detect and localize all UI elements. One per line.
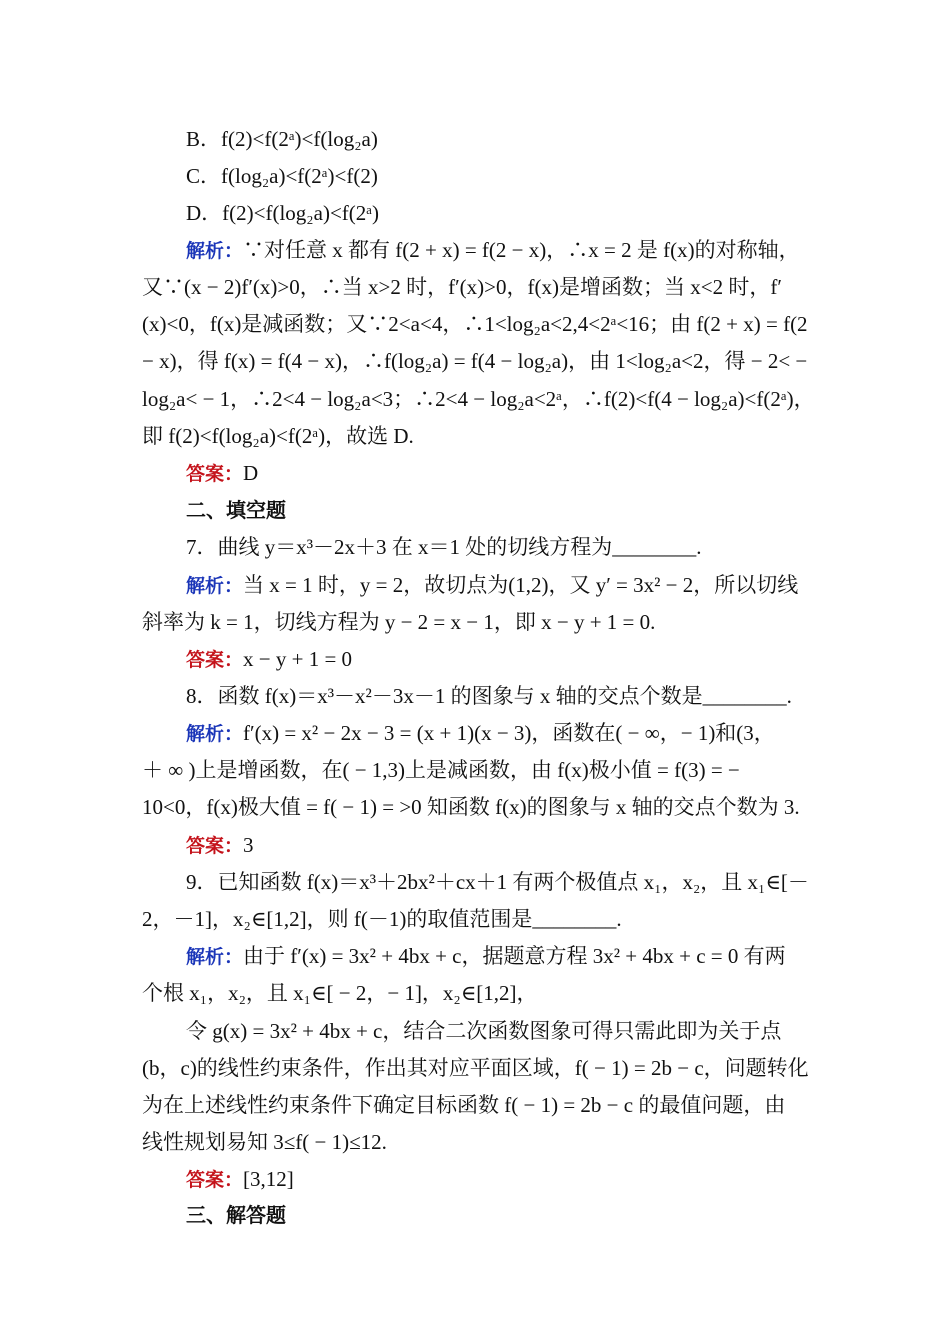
line-text: B．f(2)<f(2ᵃ)<f(log₂a) [186,127,378,151]
line-text: C．f(log₂a)<f(2ᵃ)<f(2) [186,164,378,188]
text-line [142,272,810,302]
line-text: 二、填空题 [186,498,286,522]
analysis-label: 解析： [186,575,244,597]
line-text: 又∵(x − 2)f′(x)>0，∴当 x>2 时，f′(x)>0，f(x)是增函数；当 x<2 时，f′ [142,275,782,299]
line-text: D [243,461,259,485]
line-text: ∵对任意 x 都有 f(2 + x) = f(2 − x)，∴x = 2 是 f(x)的对称轴， [243,238,800,262]
text-line [186,235,810,266]
line-text: 斜率为 k = 1，切线方程为 y − 2 = x − 1，即 x − y + 1 = 0. [142,610,656,634]
text-line [186,124,810,154]
line-text: (x)<0，f(x)是减函数；又∵2<a<4，∴1<log₂a<2,4<2ᵃ<16；由 f(2 + x) = f(2 [142,312,808,336]
analysis-label: 解析： [186,240,244,262]
text-line [142,1053,810,1083]
text-line [186,458,810,489]
text-line [186,681,810,711]
line-text: 9．已知函数 f(x)＝x³＋2bx²＋cx＋1 有两个极值点 x₁，x₂，且 x₁∈[－ [186,870,809,894]
text-line [186,941,810,972]
text-line [142,346,810,376]
text-line [142,421,810,451]
text-line [142,607,810,637]
line-text: 当 x = 1 时，y = 2，故切点为(1,2)，又 y′ = 3x² − 2，所以切线 [243,573,799,597]
text-line [186,1164,810,1195]
text-line [186,644,810,675]
text-line [142,755,810,785]
text-line [186,198,810,228]
text-line [186,718,810,749]
line-text: 7．曲线 y＝x³－2x＋3 在 x＝1 处的切线方程为________. [186,535,702,559]
line-text: 由于 f′(x) = 3x² + 4bx + c，据题意方程 3x² + 4bx + c = 0 有两 [243,944,786,968]
line-text: log₂a< − 1，∴2<4 − log₂a<3；∴2<4 − log₂a<2ᵃ，∴f(2)<f(4 − log₂a)<f(2ᵃ)， [142,387,815,411]
section-heading [186,1200,810,1230]
line-text: 令 g(x) = 3x² + 4bx + c，结合二次函数图象可得只需此即为关于点 [186,1019,782,1043]
text-line [142,792,810,822]
line-text: 10<0，f(x)极大值 = f( − 1) = >0 知函数 f(x)的图象与 x 轴的交点个数为 3. [142,795,800,819]
answer-label: 答案： [186,835,244,857]
analysis-label: 解析： [186,946,244,968]
text-line [186,161,810,191]
line-text: [3,12] [243,1167,294,1191]
analysis-label: 解析： [186,723,244,745]
text-line [186,867,810,897]
line-text: f′(x) = x² − 2x − 3 = (x + 1)(x − 3)，函数在( − ∞，− 1)和(3， [243,721,775,745]
text-line [186,830,810,861]
line-text: 2，－1]，x₂∈[1,2]，则 f(－1)的取值范围是________. [142,907,622,931]
line-text: ＋ ∞ )上是增函数，在( − 1,3)上是减函数，由 f(x)极小值 = f(3) = − [142,758,740,782]
line-text: 3 [243,833,254,857]
line-text: 个根 x₁，x₂，且 x₁∈[ − 2，− 1]，x₂∈[1,2]， [142,981,538,1005]
line-text: 为在上述线性约束条件下确定目标函数 f( − 1) = 2b − c 的最值问题，由 [142,1093,786,1117]
line-text: 8．函数 f(x)＝x³－x²－3x－1 的图象与 x 轴的交点个数是________. [186,684,792,708]
text-line [186,570,810,601]
text-line [142,384,815,414]
text-line [142,1127,810,1157]
text-line [142,1090,810,1120]
section-heading [186,495,810,525]
text-line [186,1016,810,1046]
line-text: − x)，得 f(x) = f(4 − x)，∴f(log₂a) = f(4 − log₂a)，由 1<log₂a<2，得 − 2< − [142,349,808,373]
line-text: D．f(2)<f(log₂a)<f(2ᵃ) [186,201,380,225]
line-text: x − y + 1 = 0 [243,647,353,671]
text-line [142,309,810,339]
line-text: (b，c)的线性约束条件，作出其对应平面区域，f( − 1) = 2b − c，问题转化 [142,1056,809,1080]
answer-label: 答案： [186,463,244,485]
text-line [142,978,810,1008]
answer-label: 答案： [186,649,244,671]
answer-label: 答案： [186,1169,244,1191]
text-line [142,904,810,934]
text-line [186,532,810,562]
line-text: 线性规划易知 3≤f( − 1)≤12. [142,1130,387,1154]
line-text: 即 f(2)<f(log₂a)<f(2ᵃ)，故选 D. [142,424,414,448]
line-text: 三、解答题 [186,1203,286,1227]
